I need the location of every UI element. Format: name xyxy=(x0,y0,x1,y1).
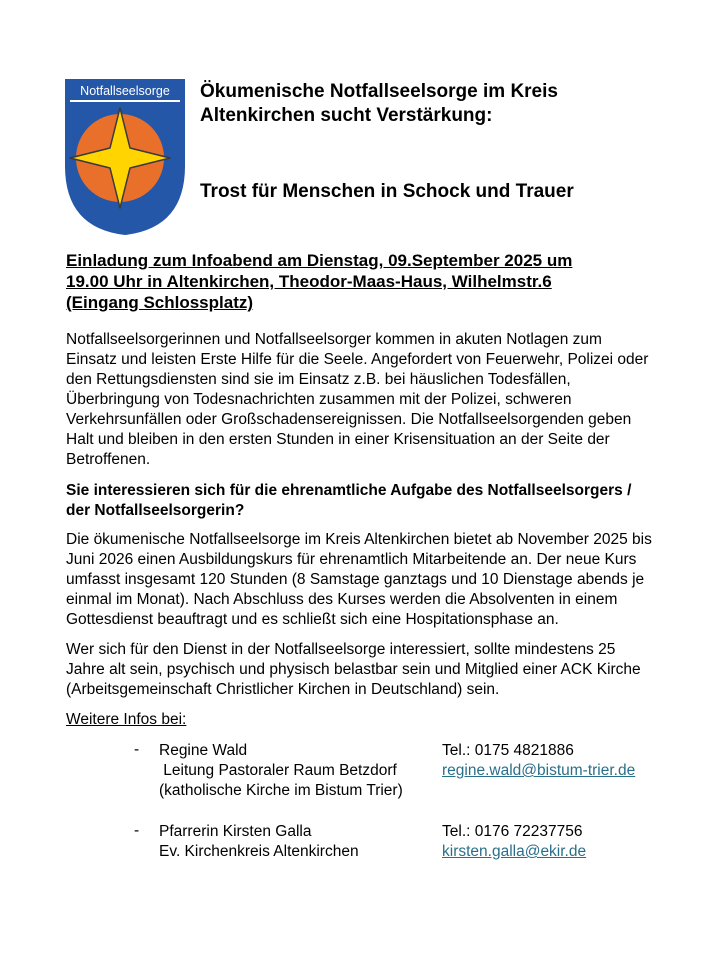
list-dash: - xyxy=(134,822,140,839)
paragraph-line: Betroffenen. xyxy=(66,451,151,468)
paragraph-line: Wer sich für den Dienst in der Notfallseelsorge interessiert, sollte mindestens 25 xyxy=(66,641,616,658)
more-info-label: Weitere Infos bei: xyxy=(66,711,187,728)
paragraph-line: Notfallseelsorgerinnen und Notfallseelsorger kommen in akuten Notlagen zum xyxy=(66,331,602,348)
contact-email-link[interactable]: kirsten.galla@ekir.de xyxy=(442,843,587,860)
question xyxy=(66,481,676,521)
contact-name: Pfarrerin Kirsten Galla xyxy=(159,823,312,840)
contact-role: Ev. Kirchenkreis Altenkirchen xyxy=(159,843,359,860)
contact-2-details xyxy=(442,822,586,862)
invitation-line3: (Eingang Schlossplatz) xyxy=(66,293,254,312)
paragraph-line: umfasst insgesamt 120 Stunden (8 Samstage ganztags und 10 Dienstage abends je xyxy=(66,571,645,588)
question-line: der Notfallseelsorgerin? xyxy=(66,502,245,519)
paragraph-line: (Arbeitsgemeinschaft Christlicher Kirchen in Deutschland) sein. xyxy=(66,681,500,698)
contact-phone: Tel.: 0175 4821886 xyxy=(442,742,574,759)
headline xyxy=(200,80,558,128)
logo-label: Notfallseelsorge xyxy=(80,84,170,98)
contact-email-link[interactable]: regine.wald@bistum-trier.de xyxy=(442,762,636,779)
paragraph-line: Jahre alt sein, psychisch und physisch belastbar sein und Mitglied einer ACK Kirche xyxy=(66,661,641,678)
list-dash: - xyxy=(134,741,140,758)
headline-line2: Altenkirchen sucht Verstärkung: xyxy=(200,105,493,126)
paragraph-line: einmal im Monat). Nach Abschluss des Kurses werden die Absolventen in einem xyxy=(66,591,618,608)
contact-1-details xyxy=(442,741,635,781)
paragraph-line: den Rettungsdiensten sind sie im Einsatz z.B. bei häuslichen Todesfällen, xyxy=(66,371,571,388)
invitation-line1: Einladung zum Infoabend am Dienstag, 09.September 2025 um xyxy=(66,251,573,270)
paragraph-line: Juni 2026 einen Ausbildungskurs für ehrenamtlich Mitarbeitende an. Der neue Kurs xyxy=(66,551,637,568)
paragraph-line: Halt und bleiben in den ersten Stunden in einer Krisensituation an der Seite der xyxy=(66,431,610,448)
contact-org: (katholische Kirche im Bistum Trier) xyxy=(159,782,403,799)
paragraph-1 xyxy=(66,330,676,470)
invitation xyxy=(66,250,666,313)
contact-name: Regine Wald xyxy=(159,742,248,759)
question-line: Sie interessieren sich für die ehrenamtliche Aufgabe des Notfallseelsorgers / xyxy=(66,482,632,499)
contact-role: Leitung Pastoraler Raum Betzdorf xyxy=(159,762,397,779)
headline-line1: Ökumenische Notfallseelsorge im Kreis xyxy=(200,81,558,102)
paragraph-2 xyxy=(66,530,676,630)
notfallseelsorge-logo xyxy=(64,78,186,236)
paragraph-line: Verkehrsunfällen oder Großschadensereignissen. Die Notfallseelsorgenden geben xyxy=(66,411,632,428)
subtitle: Trost für Menschen in Schock und Trauer xyxy=(200,181,574,202)
paragraph-line: Die ökumenische Notfallseelsorge im Kreis Altenkirchen bietet ab November 2025 bis xyxy=(66,531,652,548)
contact-2 xyxy=(159,822,359,862)
paragraph-line: Überbringung von Todesnachrichten zusammen mit der Polizei, schweren xyxy=(66,391,572,408)
paragraph-line: Einsatz und leisten Erste Hilfe für die Seele. Angefordert von Feuerwehr, Polizei oder xyxy=(66,351,649,368)
contact-phone: Tel.: 0176 72237756 xyxy=(442,823,583,840)
invitation-line2: 19.00 Uhr in Altenkirchen, Theodor-Maas-Haus, Wilhelmstr.6 xyxy=(66,272,552,291)
contact-1 xyxy=(159,741,403,801)
paragraph-line: Gottesdienst beauftragt und es schließt sich eine Hospitationsphase an. xyxy=(66,611,559,628)
paragraph-3 xyxy=(66,640,676,700)
